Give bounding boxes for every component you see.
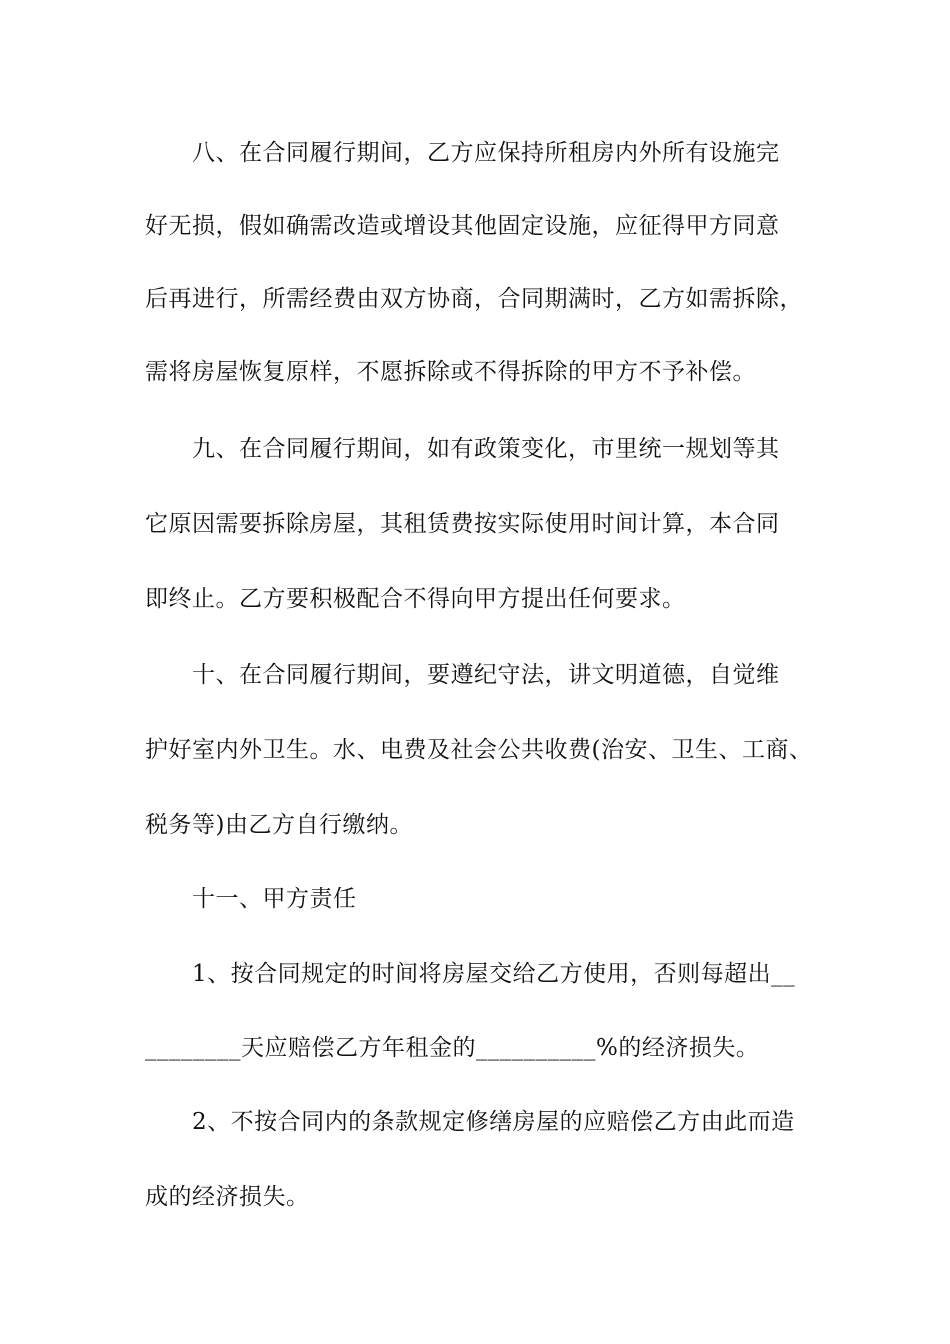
- item-2-line-2: 成的经济损失。: [145, 1184, 310, 1210]
- item-2-line-1: 2、不按合同内的条款规定修缮房屋的应赔偿乙方由此而造: [192, 1109, 795, 1135]
- item-1-line-2: ________天应赔偿乙方年租金的__________%的经济损失。: [145, 1035, 760, 1061]
- paragraph-9-line-1: 九、在合同履行期间，如有政策变化，市里统一规划等其: [192, 436, 780, 462]
- paragraph-10-line-2: 护好室内外卫生。水、电费及社会公共收费(治安、卫生、工商、: [145, 737, 813, 763]
- paragraph-10-line-3: 税务等)由乙方自行缴纳。: [145, 812, 413, 838]
- paragraph-9-line-2: 它原因需要拆除房屋，其租赁费按实际使用时间计算，本合同: [145, 511, 780, 537]
- paragraph-8-line-2: 好无损，假如确需改造或增设其他固定设施，应征得甲方同意: [145, 213, 780, 239]
- paragraph-8-line-4: 需将房屋恢复原样，不愿拆除或不得拆除的甲方不予补偿。: [145, 359, 756, 385]
- paragraph-8-line-3: 后再进行，所需经费由双方协商，合同期满时，乙方如需拆除，: [145, 286, 803, 312]
- paragraph-8-line-1: 八、在合同履行期间，乙方应保持所租房内外所有设施完: [192, 140, 780, 166]
- section-11-heading: 十一、甲方责任: [192, 886, 357, 912]
- paragraph-10-line-1: 十、在合同履行期间，要遵纪守法，讲文明道德，自觉维: [192, 662, 780, 688]
- paragraph-9-line-3: 即终止。乙方要积极配合不得向甲方提出任何要求。: [145, 586, 686, 612]
- item-1-line-1: 1、按合同规定的时间将房屋交给乙方使用，否则每超出__: [192, 961, 796, 987]
